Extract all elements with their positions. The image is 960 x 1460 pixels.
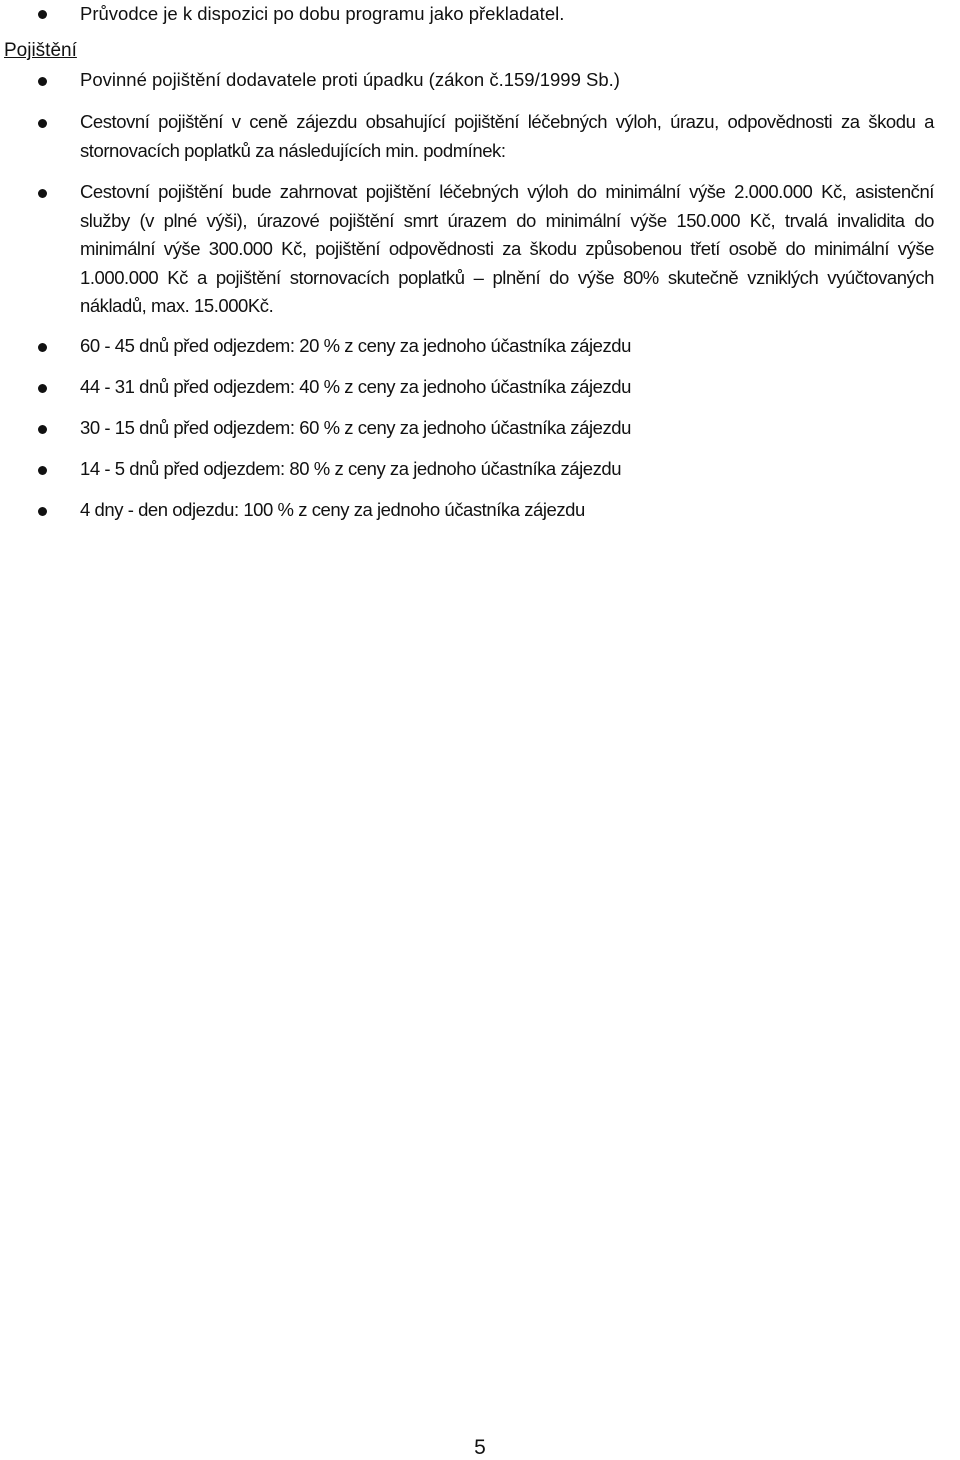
bullet-icon [38,189,47,198]
bullet-icon [38,119,47,128]
bullet-icon [38,10,47,19]
bullet-icon [38,507,47,516]
insurance-item-text: Cestovní pojištění bude zahrnovat pojištění léčebných výloh do minimální výše 2.000.000 Kč, asistenční služby (v plné výši), úrazové pojištění smrt úrazem do minimální výše 150.000 Kč, trvalá invalidita do minimální výše 300.000 Kč, pojištění odpovědnosti za škodu způsobenou třetí osobě do minimální výše 1.000.000 Kč a pojištění stornovacích poplatků – plnění do výše 80% skutečně vzniklých vyúčtovaných nákladů, max. 15.000Kč. [80,181,934,316]
cancellation-item-text: 14 - 5 dnů před odjezdem: 80 % z ceny za jednoho účastníka zájezdu [80,458,622,479]
bullet-icon [38,343,47,352]
page-number: 5 [474,1436,486,1459]
cancellation-item-text: 60 - 45 dnů před odjezdem: 20 % z ceny za jednoho účastníka zájezdu [80,335,631,356]
guide-translator-text: Průvodce je k dispozici po dobu programu jako překladatel. [80,3,565,24]
bullet-icon [38,77,47,86]
bullet-icon [38,425,47,434]
cancellation-item-text: 44 - 31 dnů před odjezdem: 40 % z ceny za jednoho účastníka zájezdu [80,376,631,397]
section-heading-insurance: Pojištění [4,40,77,61]
bullet-icon [38,466,47,475]
cancellation-item-text: 4 dny - den odjezdu: 100 % z ceny za jednoho účastníka zájezdu [80,499,585,520]
insurance-item-text: Povinné pojištění dodavatele proti úpadku (zákon č.159/1999 Sb.) [80,69,620,90]
cancellation-item-text: 30 - 15 dnů před odjezdem: 60 % z ceny za jednoho účastníka zájezdu [80,417,631,438]
insurance-item-text: Cestovní pojištění v ceně zájezdu obsahující pojištění léčebných výloh, úrazu, odpovědnosti za škodu a stornovacích poplatků za následujících min. podmínek: [80,111,934,161]
bullet-icon [38,384,47,393]
